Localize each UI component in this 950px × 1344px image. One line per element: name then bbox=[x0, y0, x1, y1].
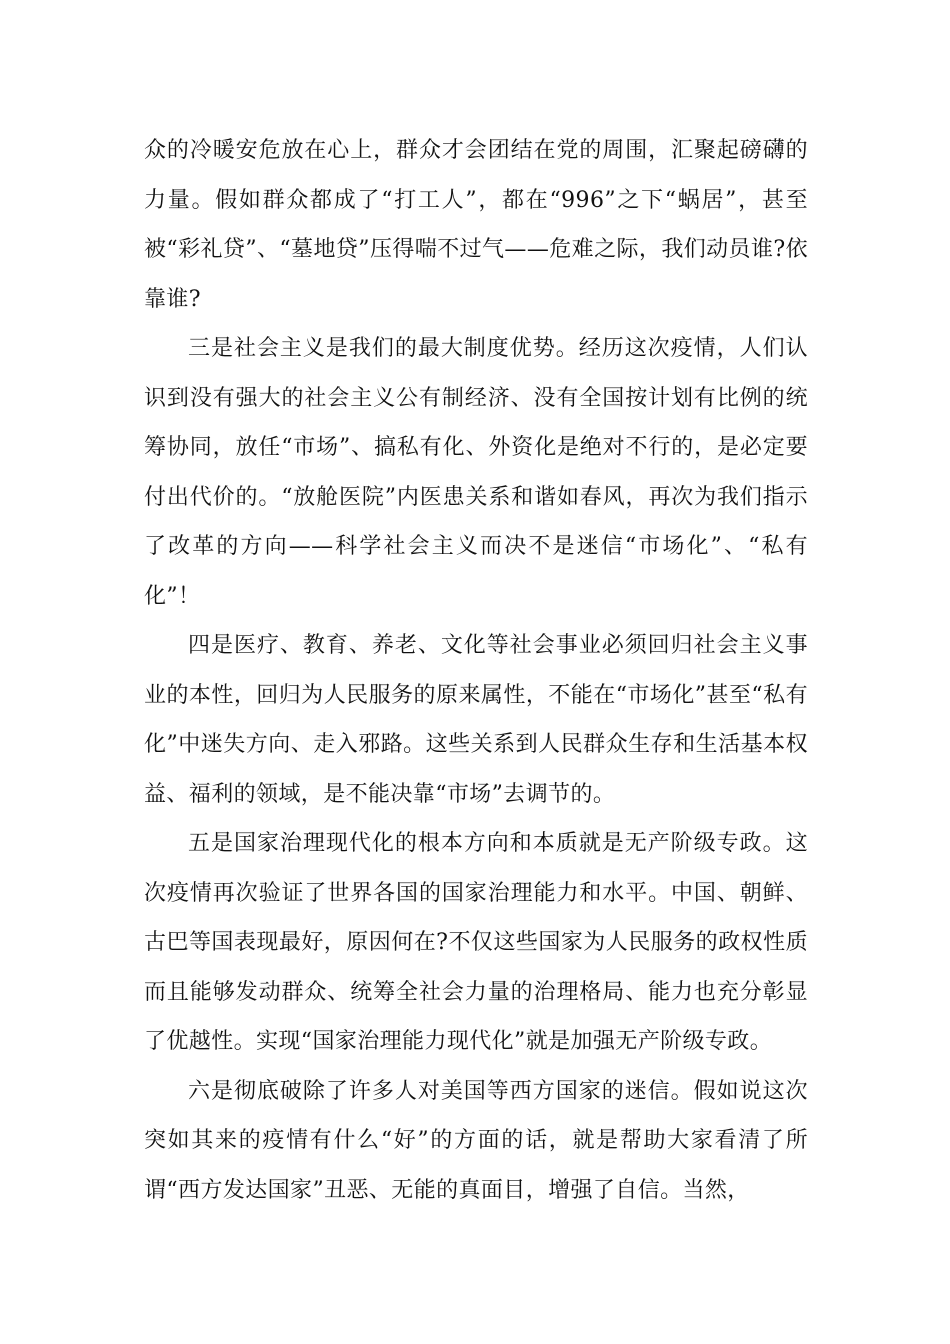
document-body bbox=[144, 126, 808, 1215]
paragraph-point-six: 六是彻底破除了许多人对美国等西方国家的迷信。假如说这次突如其来的疫情有什么“好”的方面的话，就是帮助大家看清了所谓“西方发达国家”丑恶、无能的真面目，增强了自信。当然， bbox=[144, 1078, 808, 1203]
paragraph-point-five: 五是国家治理现代化的根本方向和本质就是无产阶级专政。这次疫情再次验证了世界各国的国家治理能力和水平。中国、朝鲜、古巴等国表现最好，原因何在?不仅这些国家为人民服务的政权性质而且能够发动群众、统筹全社会力量的治理格局、能力也充分彰显了优越性。实现“国家治理能力现代化”就是加强无产阶级专政。 bbox=[144, 831, 808, 1054]
paragraph-point-four: 四是医疗、教育、养老、文化等社会事业必须回归社会主义事业的本性，回归为人民服务的原来属性，不能在“市场化”甚至“私有化”中迷失方向、走入邪路。这些关系到人民群众生存和生活基本权益、福利的领域，是不能决靠“市场”去调节的。 bbox=[144, 633, 808, 807]
paragraph-continuation: 众的冷暖安危放在心上，群众才会团结在党的周围，汇聚起磅礴的力量。假如群众都成了“打工人”，都在“996”之下“蜗居”，甚至被“彩礼贷”、“墓地贷”压得喘不过气——危难之际，我们动员谁?依靠谁? bbox=[144, 138, 808, 312]
paragraph-point-three: 三是社会主义是我们的最大制度优势。经历这次疫情，人们认识到没有强大的社会主义公有制经济、没有全国按计划有比例的统筹协同，放任“市场”、搞私有化、外资化是绝对不行的，是必定要付出代价的。“放舱医院”内医患关系和谐如春风，再次为我们指示了改革的方向——科学社会主义而决不是迷信“市场化”、“私有化”！ bbox=[144, 336, 808, 609]
